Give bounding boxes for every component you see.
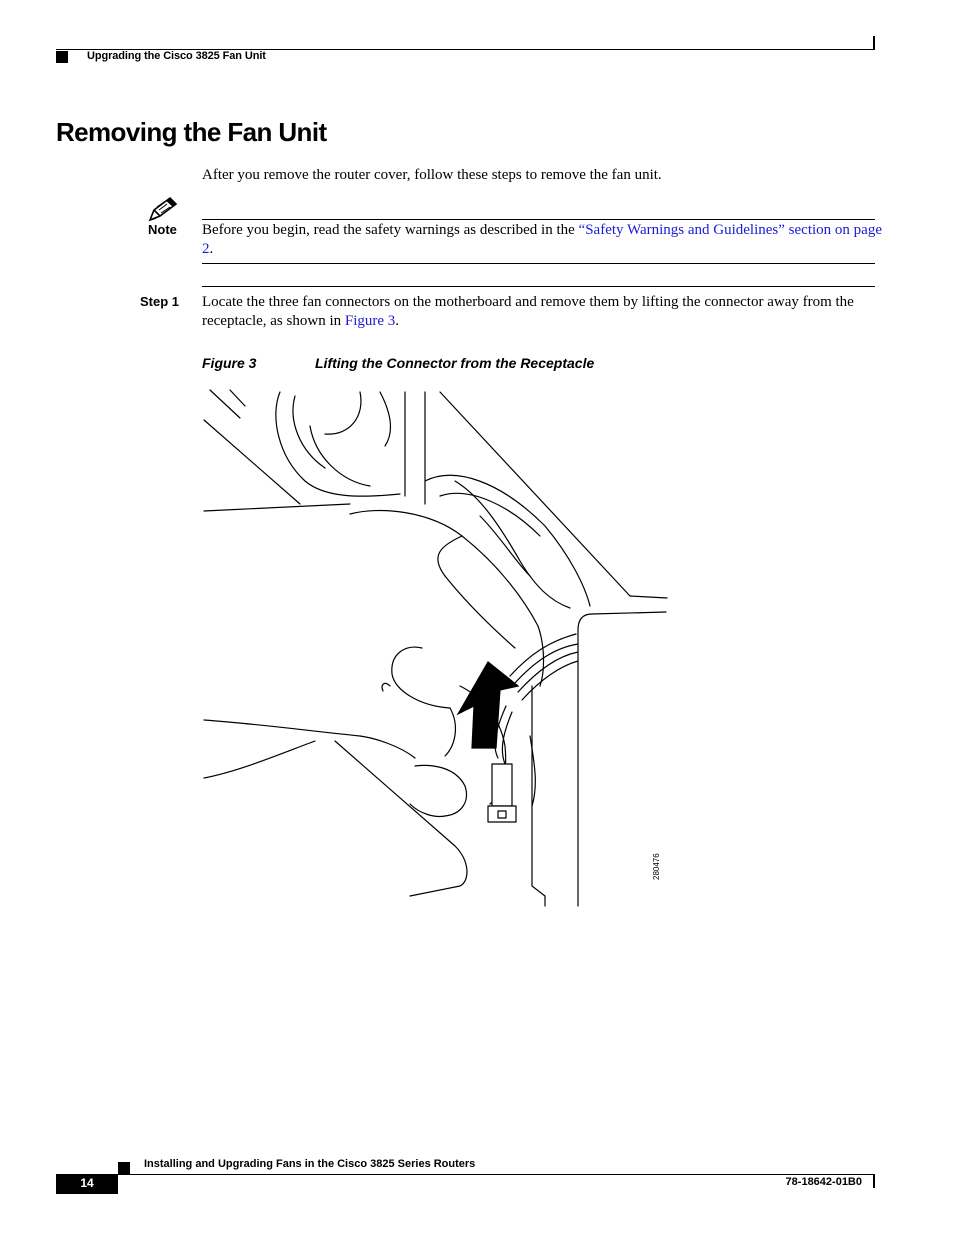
footer-corner-mark [873,1175,875,1188]
page-number: 14 [80,1176,94,1190]
note-text-after: . [209,241,214,257]
step-text-after: . [395,313,400,329]
section-title: Removing the Fan Unit [56,117,327,147]
note-top-rule [202,219,875,220]
figure-title: Lifting the Connector from the Receptacle [315,355,595,371]
footer-rule [56,1174,875,1175]
step-text [202,293,878,331]
running-title: Upgrading the Cisco 3825 Fan Unit [87,50,266,62]
footer-doc-title: Installing and Upgrading Fans in the Cisco 3825 Series Routers [144,1158,476,1170]
pencil-note-icon [148,196,180,222]
step-rule [202,286,875,287]
step-label: Step 1 [140,294,180,309]
figure-3-link[interactable]: Figure 3 [344,313,396,329]
step-text-before: Locate the three fan connectors on the motherboard and remove them by lifting the connector away from the receptacle, as shown in [202,294,854,329]
connector-lifting-illustration [200,386,675,921]
note-text [202,221,882,259]
intro-paragraph: After you remove the router cover, follow these steps to remove the fan unit. [202,167,662,183]
header-corner-mark [873,36,875,50]
footer-marker-block [118,1162,130,1174]
note-text-before: Before you begin, read the safety warnings as described in the [202,222,579,238]
header-marker-block [56,51,68,63]
figure-number: Figure 3 [202,355,257,371]
footer-doc-number: 78-18642-01B0 [785,1176,862,1188]
figure-image-id: 280476 [652,853,661,880]
note-label: Note [148,222,177,237]
safety-warnings-link[interactable]: “Safety Warnings and Guidelines” section on page 2 [202,222,882,257]
note-bottom-rule [202,263,875,264]
